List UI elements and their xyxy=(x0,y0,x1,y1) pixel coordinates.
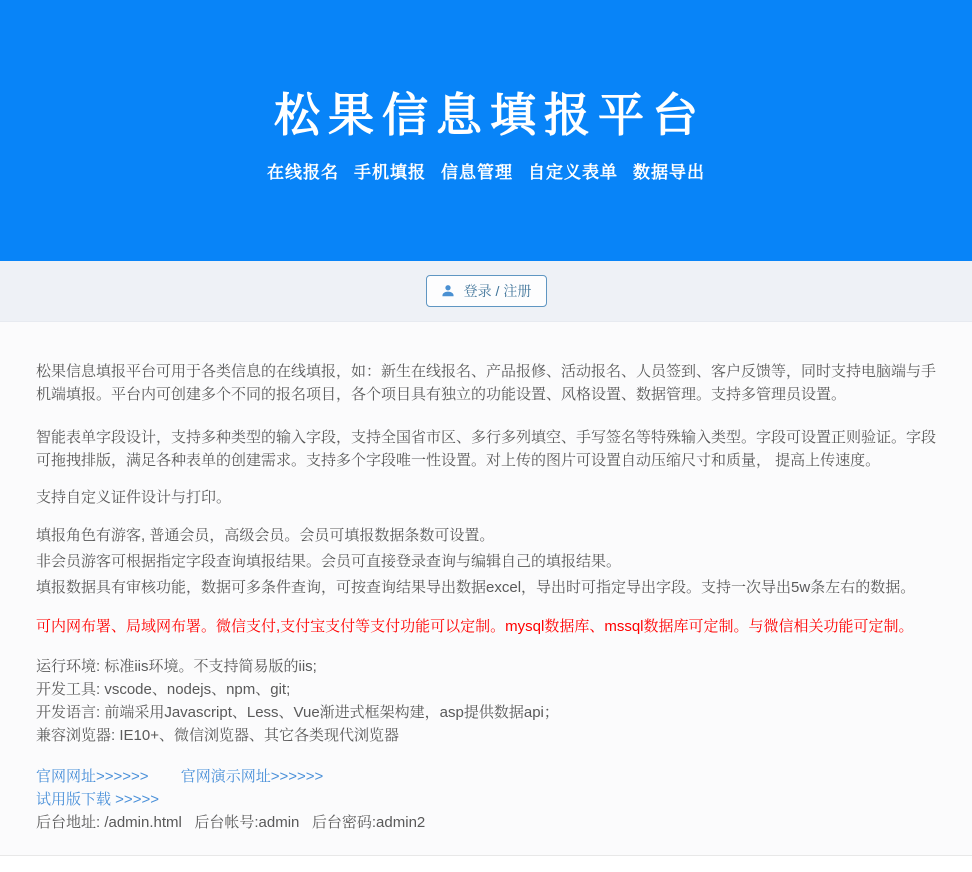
roles-line-2: 非会员游客可根据指定字段查询填报结果。会员可直接登录查询与编辑自己的填报结果。 xyxy=(36,553,622,570)
trial-download-row xyxy=(36,788,936,811)
roles-line-3: 填报数据具有审核功能，数据可多条件查询，可按查询结果导出数据excel，导出时可指定导出字段。支持一次导出5w条左右的数据。 xyxy=(36,579,916,596)
dev-tools-line: 开发工具: vscode、nodejs、npm、git; xyxy=(36,681,291,698)
main-content xyxy=(0,322,972,856)
browser-compat-line: 兼容浏览器: IE10+、微信浏览器、其它各类现代浏览器 xyxy=(36,727,399,744)
user-icon xyxy=(441,284,455,298)
login-register-label: 登录 / 注册 xyxy=(463,283,532,299)
certificate-paragraph: 支持自定义证件设计与打印。 xyxy=(36,489,232,506)
feature-custom-form: 自定义表单 xyxy=(528,162,618,182)
feature-list xyxy=(267,158,705,183)
admin-credentials: 后台地址: /admin.html 后台帐号:admin 后台密码:admin2 xyxy=(36,814,426,831)
login-bar xyxy=(0,261,972,322)
form-design-paragraph: 智能表单字段设计，支持多种类型的输入字段，支持全国省市区、多行多列填空、手写签名等特殊输入类型。字段可设置正则验证。字段可拖拽排版，满足各种表单的创建需求。支持多个字段唯一性设置。对上传的图片可设置自动压缩尺寸和质量， 提高上传速度。 xyxy=(36,429,937,469)
feature-mobile-filling: 手机填报 xyxy=(354,162,426,182)
official-site-link[interactable]: 官网网址>>>>>> xyxy=(36,768,149,785)
feature-online-signup: 在线报名 xyxy=(267,162,339,182)
feature-data-export: 数据导出 xyxy=(633,162,705,182)
login-register-button[interactable] xyxy=(426,275,547,307)
page-title: 松果信息填报平台 xyxy=(274,88,706,141)
roles-line-1: 填报角色有游客, 普通会员，高级会员。会员可填报数据条数可设置。 xyxy=(36,527,495,544)
trial-download-link[interactable]: 试用版下载 >>>>> xyxy=(36,791,159,808)
intro-paragraph: 松果信息填报平台可用于各类信息的在线填报，如：新生在线报名、产品报修、活动报名、人员签到、客户反馈等，同时支持电脑端与手机端填报。平台内可创建多个不同的报名项目，各个项目具有独立的功能设置、风格设置、数据管理。支持多管理员设置。 xyxy=(36,363,937,403)
customization-notice: 可内网布署、局域网布署。微信支付,支付宝支付等支付功能可以定制。mysql数据库、mssql数据库可定制。与微信相关功能可定制。 xyxy=(36,618,914,635)
hero-banner xyxy=(0,0,972,261)
feature-info-management: 信息管理 xyxy=(441,162,513,182)
roles-block xyxy=(36,524,936,599)
environment-block xyxy=(36,655,936,747)
demo-site-link[interactable]: 官网演示网址>>>>>> xyxy=(180,768,324,785)
website-links-row xyxy=(36,765,936,788)
dev-language-line: 开发语言: 前端采用Javascript、Less、Vue渐进式框架构建，asp提供数据api； xyxy=(36,704,559,721)
runtime-environment-line: 运行环境: 标准iis环境。不支持简易版的iis; xyxy=(36,658,317,675)
